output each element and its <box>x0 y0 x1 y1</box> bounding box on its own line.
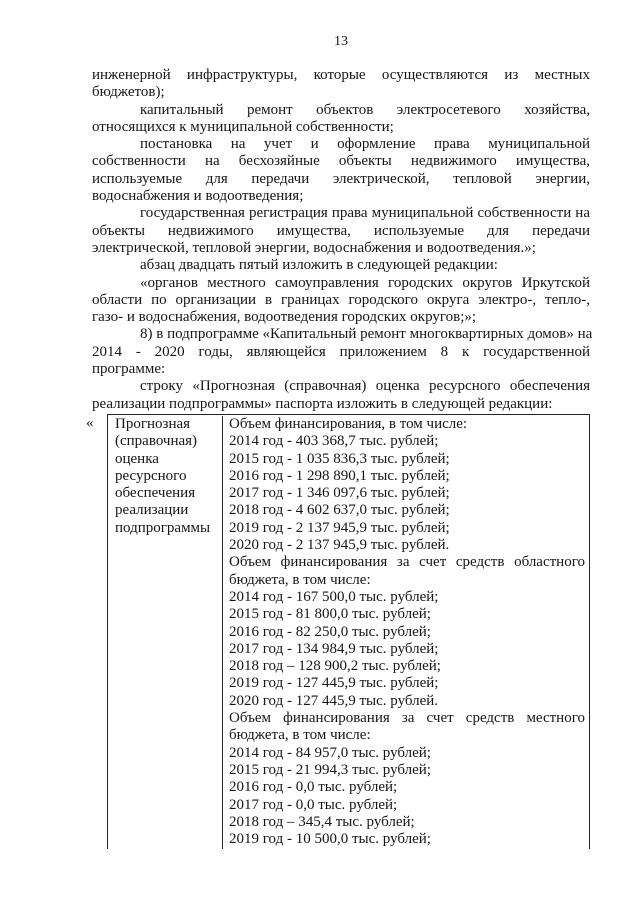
text-line: абзац двадцать пятый изложить в следующей редакции: <box>140 257 498 274</box>
funding-year-line: 2019 год - 10 500,0 тыс. рублей; <box>229 831 431 848</box>
funding-heading: бюджета, в том числе: <box>229 727 371 744</box>
label-line: (справочная) <box>115 433 198 450</box>
funding-year-line: 2017 год - 1 346 097,6 тыс. рублей; <box>229 485 450 502</box>
text-line: государственная регистрация права муниципальной собственности на <box>140 205 590 222</box>
funding-regional-block <box>229 554 585 710</box>
paragraph <box>92 257 590 274</box>
funding-year-line: 2020 год - 2 137 945,9 тыс. рублей. <box>229 537 450 554</box>
text-line: электрической, тепловой энергии, водоснабжения и водоотведения.»; <box>92 239 536 256</box>
funding-year-line: 2014 год - 167 500,0 тыс. рублей; <box>229 588 439 605</box>
opening-quote: « <box>86 415 94 431</box>
paragraph <box>92 136 590 205</box>
paragraph <box>92 378 590 413</box>
funding-heading: Объем финансирования, в том числе: <box>229 416 468 432</box>
funding-year-line: 2014 год - 84 957,0 тыс. рублей; <box>229 744 431 761</box>
funding-local-block <box>229 710 585 848</box>
text-line: постановка на учет и оформление права муниципальной <box>140 136 590 153</box>
funding-year-line: 2016 год - 82 250,0 тыс. рублей; <box>229 623 431 640</box>
paragraph <box>92 102 590 137</box>
funding-total-block <box>229 416 585 554</box>
label-line: подпрограммы <box>115 519 211 536</box>
funding-heading: Объем финансирования за счет средств областного <box>229 554 585 571</box>
text-line: реализации подпрограммы» паспорта изложить в следующей редакции: <box>92 395 553 412</box>
funding-year-line: 2018 год - 4 602 637,0 тыс. рублей; <box>229 502 450 519</box>
text-line: строку «Прогнозная (справочная) оценка ресурсного обеспечения <box>140 378 590 395</box>
funding-year-line: 2019 год - 127 445,9 тыс. рублей; <box>229 675 439 692</box>
funding-year-line: 2015 год - 1 035 836,3 тыс. рублей; <box>229 450 450 467</box>
funding-year-line: 2018 год – 345,4 тыс. рублей; <box>229 813 415 830</box>
text-line: 8) в подпрограмме «Капитальный ремонт многоквартирных домов» на <box>140 326 593 343</box>
text-line: используемые для передачи электрической, тепловой энергии, <box>92 170 590 187</box>
funding-year-line: 2019 год - 2 137 945,9 тыс. рублей; <box>229 519 450 536</box>
text-line: области по организации в границах городского округа электро-, тепло-, <box>92 291 590 308</box>
text-line: бюджетов); <box>92 84 165 101</box>
funding-year-line: 2014 год - 403 368,7 тыс. рублей; <box>229 433 439 450</box>
funding-heading: бюджета, в том числе: <box>229 571 371 588</box>
label-line: оценка <box>115 450 159 467</box>
text-line: газо- и водоснабжения, водоотведения городских округов;»; <box>92 309 477 326</box>
funding-year-line: 2016 год - 1 298 890,1 тыс. рублей; <box>229 467 450 484</box>
funding-heading: Объем финансирования за счет средств местного <box>229 710 585 727</box>
label-line: реализации <box>115 502 189 519</box>
funding-year-line: 2016 год - 0,0 тыс. рублей; <box>229 779 398 796</box>
page-number: 13 <box>334 34 348 49</box>
paragraph <box>92 326 593 378</box>
label-line: обеспечения <box>115 485 196 502</box>
label-line: Прогнозная <box>115 416 191 432</box>
document-body <box>92 67 593 413</box>
text-line: «органов местного самоуправления городских округов Иркутской <box>140 274 590 291</box>
label-line: ресурсного <box>115 467 187 484</box>
paragraph <box>92 67 590 102</box>
paragraph <box>92 205 590 257</box>
text-line: инженерной инфраструктуры, которые осуществляются из местных <box>92 67 590 83</box>
text-line: 2014 - 2020 годы, являющейся приложением 8 к государственной <box>92 343 590 360</box>
funding-year-line: 2020 год - 127 445,9 тыс. рублей. <box>229 692 439 709</box>
text-line: собственности на бесхозяйные объекты недвижимого имущества, <box>92 153 590 170</box>
funding-year-line: 2017 год - 0,0 тыс. рублей; <box>229 796 398 813</box>
text-line: относящихся к муниципальной собственности; <box>92 118 394 135</box>
resource-table <box>107 414 590 849</box>
paragraph <box>92 275 590 327</box>
row-label-cell <box>108 416 223 849</box>
text-line: водоснабжения и водоотведения; <box>92 188 304 205</box>
funding-year-line: 2015 год - 21 994,3 тыс. рублей; <box>229 761 431 778</box>
text-line: объекты недвижимого имущества, используемые для передачи <box>92 222 590 239</box>
text-line: капитальный ремонт объектов электросетевого хозяйства, <box>140 101 590 118</box>
funding-year-line: 2015 год - 81 800,0 тыс. рублей; <box>229 606 431 623</box>
text-line: программе: <box>92 361 166 378</box>
funding-year-line: 2018 год – 128 900,2 тыс. рублей; <box>229 658 441 675</box>
funding-year-line: 2017 год - 134 984,9 тыс. рублей; <box>229 640 439 657</box>
row-value-cell <box>223 416 589 849</box>
